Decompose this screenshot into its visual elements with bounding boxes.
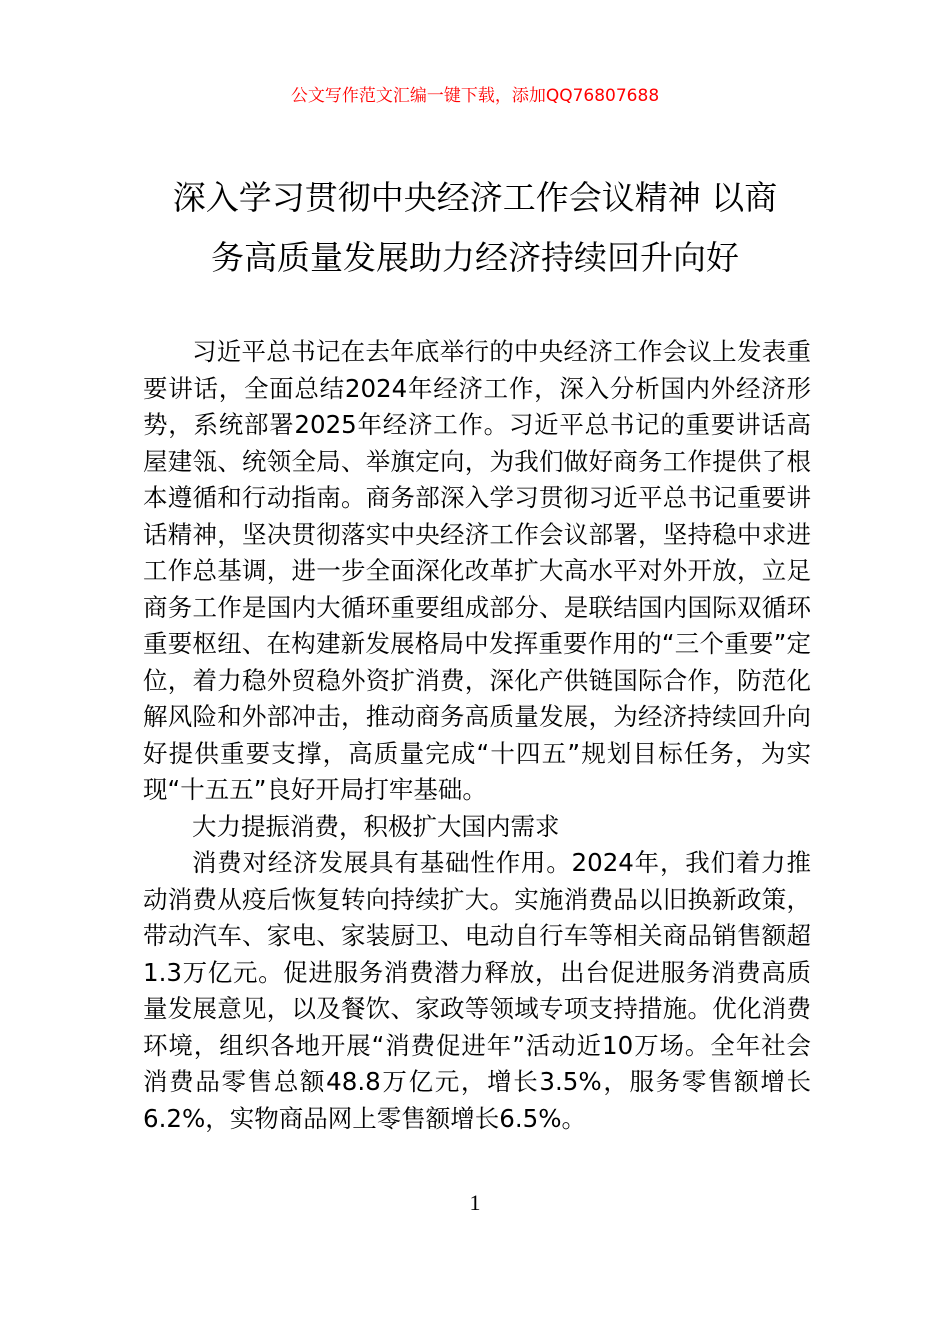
title-line-1: 深入学习贯彻中央经济工作会议精神 以商 xyxy=(172,178,778,217)
page-number: 1 xyxy=(469,1190,481,1215)
intro-paragraph: 习近平总书记在去年底举行的中央经济工作会议上发表重要讲话，全面总结2024年经济工作，深入分析国内外经济形势，系统部署2025年经济工作。习近平总书记的重要讲话高屋建瓴、统领全局、举旗定向，为我们做好商务工作提供了根本遵循和行动指南。商务部深入学习贯彻习近平总书记重要讲话精神，坚决贯彻落实中央经济工作会议部署，坚持稳中求进工作总基调，进一步全面深化改革扩大高水平对外开放，立足商务工作是国内大循环重要组成部分、是联结国内国际双循环重要枢纽、在构建新发展格局中发挥重要作用的“三个重要”定位，着力稳外贸稳外资扩消费，深化产供链国际合作，防范化解风险和外部冲击，推动商务高质量发展，为经济持续回升向好提供重要支撑，高质量完成“十四五”规划目标任务，为实现“十五五”良好开局打牢基础。 xyxy=(143,337,811,804)
document-title xyxy=(60,168,890,288)
title-line-2: 务高质量发展助力经济持续回升向好 xyxy=(211,238,739,277)
promo-header: 公文写作范文汇编一键下载，添加QQ76807688 xyxy=(290,86,660,106)
consumption-paragraph: 消费对经济发展具有基础性作用。2024年，我们着力推动消费从疫后恢复转向持续扩大。实施消费品以旧换新政策，带动汽车、家电、家装厨卫、电动自行车等相关商品销售额超1.3万亿元。促进服务消费潜力释放，出台促进服务消费高质量发展意见，以及餐饮、家政等领域专项支持措施。优化消费环境，组织各地开展“消费促进年”活动近10万场。全年社会消费品零售总额48.8万亿元，增长3.5%，服务零售额增长6.2%，实物商品网上零售额增长6.5%。 xyxy=(143,848,811,1133)
section-heading: 大力提振消费，积极扩大国内需求 xyxy=(192,811,560,841)
document-body xyxy=(143,334,811,1137)
